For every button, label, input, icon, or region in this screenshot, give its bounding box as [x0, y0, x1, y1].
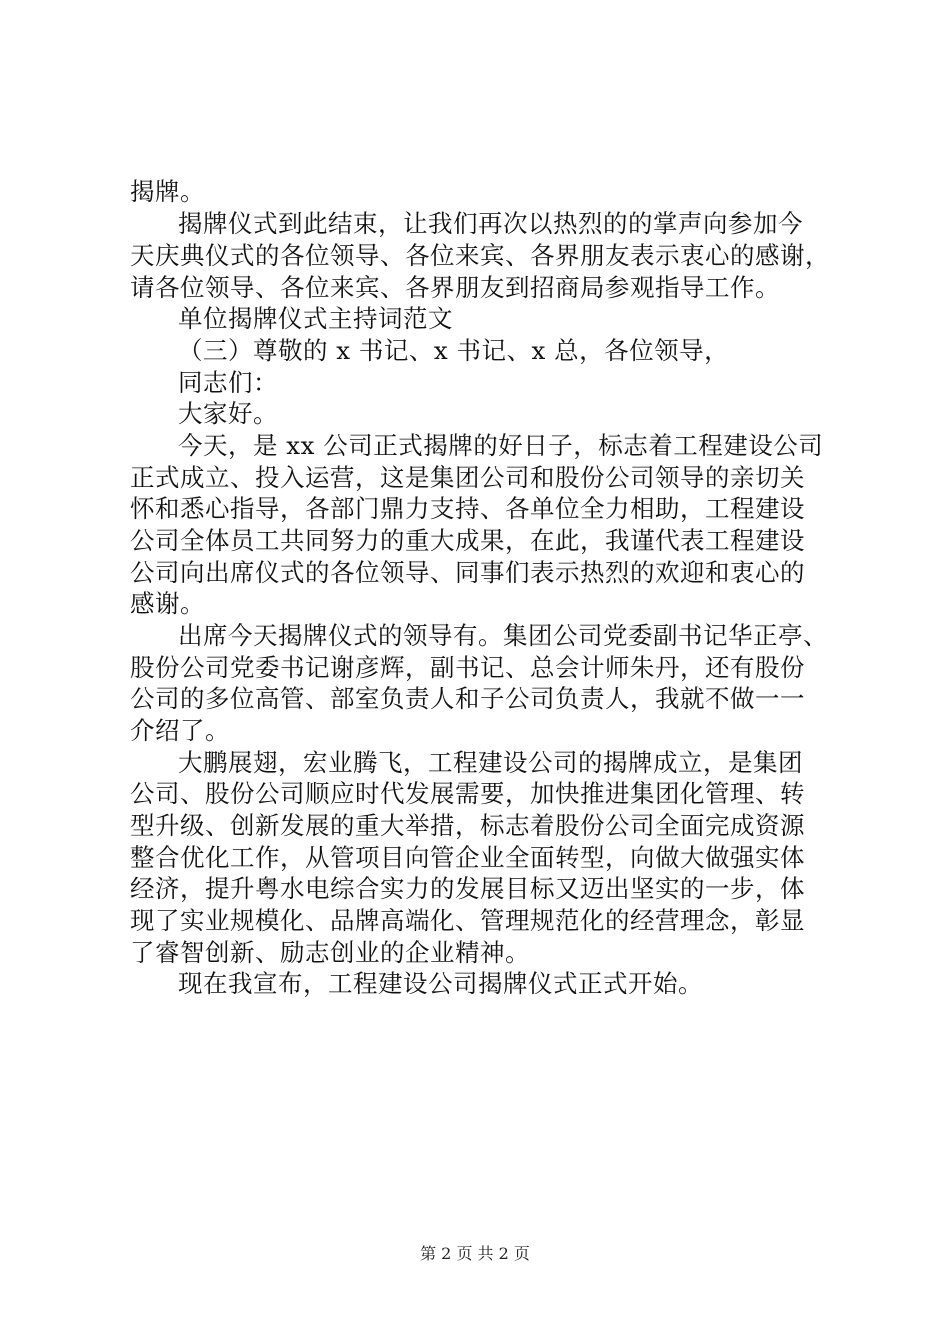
- greeting-line: （三）尊敬的 x 书记、x 书记、x 总，各位领导，: [178, 336, 730, 365]
- greeting-line: 大家好。: [178, 399, 278, 428]
- text-line: 揭牌。: [130, 177, 205, 206]
- text-line: 整合优化工作，从管项目向管企业全面转型，向做大做强实体: [130, 843, 805, 872]
- paragraph-start: 现在我宣布，工程建设公司揭牌仪式正式开始。: [178, 969, 703, 998]
- text-line: 公司的多位高管、部室负责人和子公司负责人，我就不做一一: [130, 684, 805, 713]
- text-line: 请各位领导、各位来宾、各界朋友到招商局参观指导工作。: [130, 273, 780, 302]
- text-line: 现了实业规模化、品牌高端化、管理规范化的经营理念，彰显: [130, 906, 805, 935]
- page-number-footer: 第 2 页 共 2 页: [420, 1244, 530, 1263]
- greeting-line: 同志们：: [178, 368, 278, 397]
- text-line: 公司、股份公司顺应时代发展需要，加快推进集团化管理、转: [130, 779, 805, 808]
- text-line: 公司向出席仪式的各位领导、同事们表示热烈的欢迎和衷心的: [130, 558, 805, 587]
- text-line: 了睿智创新、励志创业的企业精神。: [130, 938, 530, 967]
- text-line: 感谢。: [130, 589, 205, 618]
- text-line: 怀和悉心指导，各部门鼎力支持、各单位全力相助，工程建设: [130, 494, 805, 523]
- paragraph-start: 今天，是 xx 公司正式揭牌的好日子，标志着工程建设公司: [178, 431, 824, 460]
- text-line: 介绍了。: [130, 716, 230, 745]
- text-line: 公司全体员工共同努力的重大成果，在此，我谨代表工程建设: [130, 526, 805, 555]
- paragraph-start: 揭牌仪式到此结束，让我们再次以热烈的的掌声向参加今: [178, 209, 803, 238]
- text-line: 正式成立、投入运营，这是集团公司和股份公司领导的亲切关: [130, 463, 805, 492]
- section-heading: 单位揭牌仪式主持词范文: [178, 304, 453, 333]
- text-line: 型升级、创新发展的重大举措，标志着股份公司全面完成资源: [130, 811, 805, 840]
- text-line: 经济，提升粤水电综合实力的发展目标又迈出坚实的一步，体: [130, 874, 805, 903]
- text-line: 天庆典仪式的各位领导、各位来宾、各界朋友表示衷心的感谢，: [130, 241, 830, 270]
- text-line: 股份公司党委书记谢彦辉，副书记、总会计师朱丹，还有股份: [130, 653, 805, 682]
- paragraph-start: 大鹏展翅，宏业腾飞，工程建设公司的揭牌成立，是集团: [178, 748, 803, 777]
- paragraph-start: 出席今天揭牌仪式的领导有。集团公司党委副书记华正亭、: [178, 621, 828, 650]
